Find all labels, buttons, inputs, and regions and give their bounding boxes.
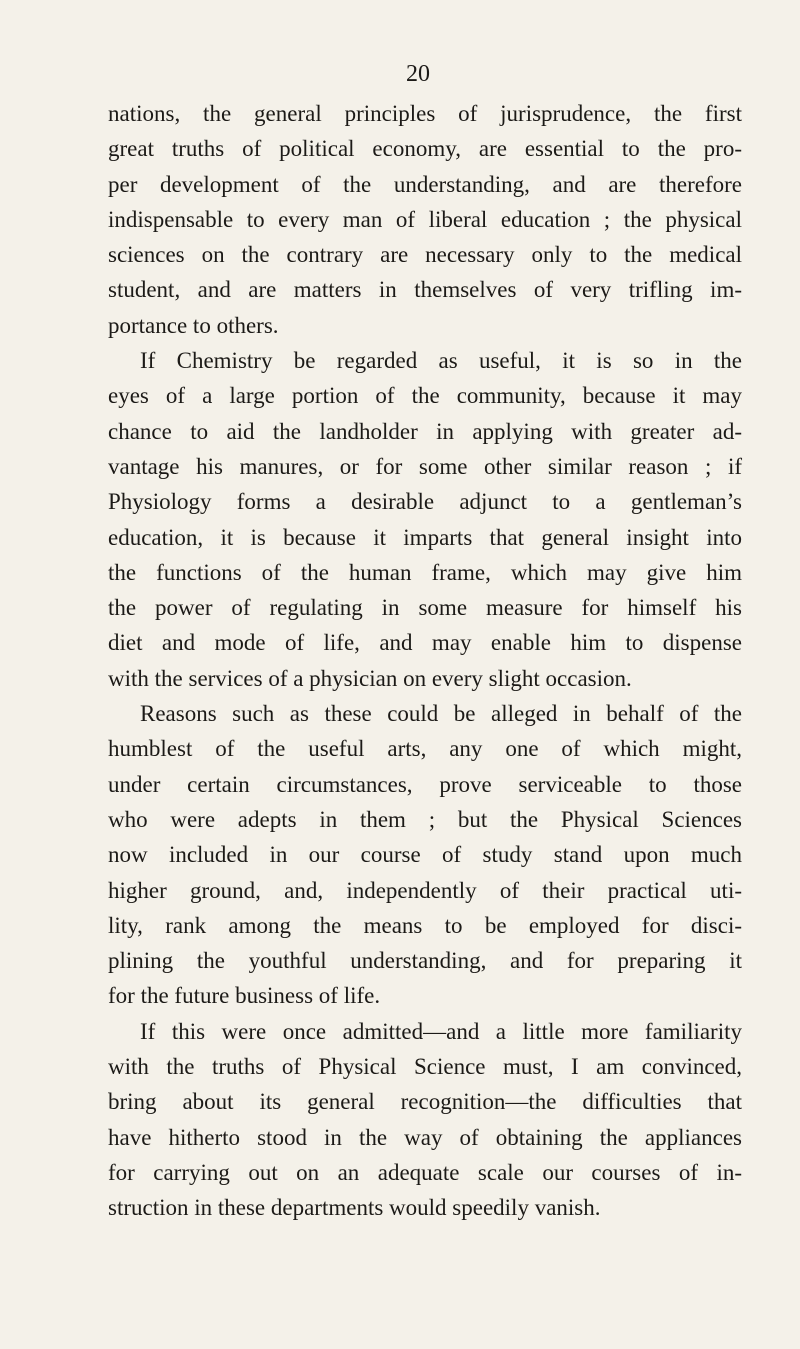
text-line: struction in these departments would speedily vanish. [108,1195,601,1221]
text-line: education, it is because it imparts that general insight into [108,524,742,550]
text-line: higher ground, and, independently of their practical uti- [108,877,742,903]
text-line: humblest of the useful arts, any one of which might, [108,736,742,762]
text-line: under certain circumstances, prove serviceable to those [108,771,742,797]
text-line: with the truths of Physical Science must, I am convinced, [108,1054,742,1080]
text-line: Reasons such as these could be alleged in behalf of the [140,701,742,727]
text-line: plining the youthful understanding, and for preparing it [108,948,742,974]
text-line: for the future business of life. [108,983,381,1009]
text-line: student, and are matters in themselves of very trifling im- [108,277,742,303]
text-line: bring about its general recognition—the difficulties that [108,1089,742,1115]
text-line: Physiology forms a desirable adjunct to a gentleman’s [108,489,742,515]
text-line: If Chemistry be regarded as useful, it is so in the [140,348,742,374]
text-line: have hitherto stood in the way of obtaining the appliances [108,1124,742,1150]
text-line: eyes of a large portion of the community, because it may [108,383,742,409]
text-line: If this were once admitted—and a little more familiarity [140,1018,742,1044]
text-line: sciences on the contrary are necessary only to the medical [108,242,742,268]
text-line: who were adepts in them ; but the Physical Sciences [108,806,742,832]
text-line: nations, the general principles of jurisprudence, the first [108,101,742,126]
text-line: per development of the understanding, and are therefore [108,171,742,197]
text-line: diet and mode of life, and may enable him to dispense [108,630,742,656]
text-line: for carrying out on an adequate scale our courses of in- [108,1159,742,1185]
body-text [108,96,742,1226]
text-line: portance to others. [108,312,279,338]
text-line: the functions of the human frame, which may give him [108,559,742,585]
text-line: chance to aid the landholder in applying with greater ad- [108,418,742,444]
text-line: lity, rank among the means to be employed for disci- [108,912,742,938]
text-line: vantage his manures, or for some other similar reason ; if [108,453,742,479]
text-line: with the services of a physician on every slight occasion. [108,665,632,691]
text-line: indispensable to every man of liberal education ; the physical [108,206,742,232]
text-line: the power of regulating in some measure for himself his [108,595,742,621]
text-line: great truths of political economy, are essential to the pro- [108,136,742,162]
page-number: 20 [406,61,430,87]
text-line: now included in our course of study stand upon much [108,842,742,868]
